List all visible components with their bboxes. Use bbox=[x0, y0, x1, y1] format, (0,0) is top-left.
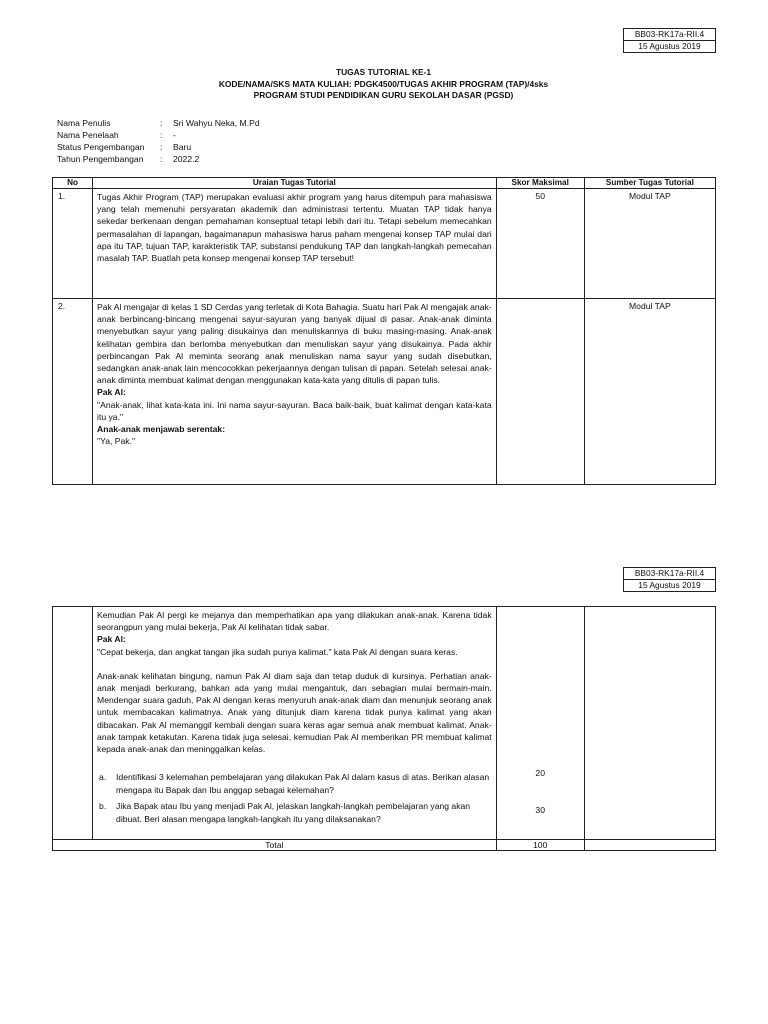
row-number: 2. bbox=[53, 299, 93, 485]
question-letter: b. bbox=[99, 801, 107, 812]
header-no: No bbox=[53, 178, 93, 189]
question-text: Jika Bapak atau Ibu yang menjadi Pak Al, jelaskan langkah-langkah pembelajaran yang akan dibuat. Beri alasan mengapa langkah-langkah itu yang dilaksanakan? bbox=[116, 801, 471, 824]
meta-value: - bbox=[173, 130, 176, 140]
header-max-score: Skor Maksimal bbox=[496, 178, 584, 189]
document-header bbox=[52, 67, 715, 102]
meta-colon: : bbox=[160, 118, 163, 128]
task-text: Tugas Akhir Program (TAP) merupakan evaluasi akhir program yang harus ditempuh para mahasiswa yang telah memenuhi persyaratan akademik dan administrasi tertentu. Muatan TAP tidak hanya sekedar berkenaan dengan pemahaman konseptual tetapi lebih dari itu. Tetapi sebelum memecahkan permasalahan di lapangan, bagaimanapun mahasiswa harus paham mengenai konsep TAP mulai dari apa itu TAP, tujuan TAP, karakteristik TAP, substansi pendukung TAP dan langkah-langkah pemecahan masalah TAP. Buatlah peta konsep mengenai konsep TAP tersebut! bbox=[97, 192, 492, 264]
meta-colon: : bbox=[160, 154, 163, 164]
document-date: 15 Agustus 2019 bbox=[624, 41, 716, 53]
speaker-label: Anak-anak menjawab serentak: bbox=[97, 424, 226, 435]
case-paragraph: Kemudian Pak Al pergi ke mejanya dan memperhatikan apa yang dilakukan anak-anak. Karena tidak seorangpun yang mulai bekerja, Pak Al kelihatan tidak sabar. bbox=[97, 610, 492, 633]
meta-colon: : bbox=[160, 130, 163, 140]
question-letter: a. bbox=[99, 772, 107, 783]
meta-value: Sri Wahyu Neka, M.Pd bbox=[173, 118, 260, 128]
meta-row-reviewer bbox=[57, 129, 260, 141]
table-row bbox=[53, 189, 716, 299]
meta-value: Baru bbox=[173, 142, 192, 152]
task-source: Modul TAP bbox=[584, 299, 715, 485]
task-score: 50 bbox=[496, 189, 584, 299]
task-table-page2 bbox=[52, 606, 716, 851]
meta-label: Nama Penulis bbox=[57, 118, 111, 128]
header-course: KODE/NAMA/SKS MATA KULIAH: PDGK4500/TUGAS AKHIR PROGRAM (TAP)/4sks bbox=[218, 78, 549, 89]
meta-label: Tahun Pengembangan bbox=[57, 154, 144, 164]
task-source: Modul TAP bbox=[584, 189, 715, 299]
meta-colon: : bbox=[160, 142, 163, 152]
students-quote: "Ya, Pak." bbox=[97, 436, 135, 447]
document-date: 15 Agustus 2019 bbox=[624, 580, 716, 592]
case-paragraph: Pak Al mengajar di kelas 1 SD Cerdas yang terletak di Kota Bahagia. Suatu hari Pak Al mengajak anak-anak berbincang-bincang mengenai sayur-sayuran yang banyak dijual di pasar. Anak-anak diminta menyebutkan sayur yang paling disukainya dan menuliskannya di buku masing-masing. Anak-anak kelihatan gembira dan berlomba menyebutkan dan menuliskan sayur yang disukainya. Pada akhir perbincangan Pak Al meminta seorang anak menuliskan nama sayur yang sudah disebutkan, sedangkan anak-anak lain mencocokkan pekerjaannya dengan tulisan di papan. Setelah selesai anak-anak diminta membuat kalimat dengan menggunakan kata-kata yang ditulis di papan tulis. bbox=[97, 302, 492, 386]
task-description bbox=[93, 299, 497, 485]
meta-value: 2022.2 bbox=[173, 154, 200, 164]
header-title: TUGAS TUTORIAL KE-1 bbox=[335, 67, 432, 77]
table-header-row bbox=[53, 178, 716, 189]
question-text: Identifikasi 3 kelemahan pembelajaran yang dilakukan Pak Al dalam kasus di atas. Berikan alasan mengapa itu Bapak dan Ibu anggap sebagai kelemahan? bbox=[116, 772, 490, 795]
author-info bbox=[57, 117, 260, 165]
document-code: BB03-RK17a-RII.4 bbox=[624, 568, 716, 580]
task-table-page1 bbox=[52, 177, 716, 485]
task-score bbox=[496, 607, 584, 840]
case-paragraph: Anak-anak kelihatan bingung, namun Pak Al diam saja dan tetap duduk di kursinya. Perhatian anak-anak menjadi berkurang, bahkan ada yang mulai mengantuk, dan sebagian mulai bermain-main. Mendengar suara gaduh, Pak Al dengan keras menyuruh anak-anak diam dan menunjuk seorang anak untuk membacakan kalimatnya. Anak yang ditunjuk diam karena tidak punya kalimat yang akan dibacakan. Pak Al memanggil kembali dengan suara keras agar semua anak membuat kalimat. Anak-anak tampak ketakutan. Karena tidak juga selesai, kemudian Pak Al memberikan PR membuat kalimat kepada anak-anak dan meninggalkan kelas. bbox=[97, 670, 492, 755]
document-code: BB03-RK17a-RII.4 bbox=[624, 29, 716, 41]
document-code-box bbox=[623, 567, 716, 592]
total-source bbox=[584, 840, 715, 851]
speaker-label: Pak Al: bbox=[97, 387, 126, 398]
task-score bbox=[496, 299, 584, 485]
header-description: Uraian Tugas Tutorial bbox=[93, 178, 497, 189]
meta-row-author bbox=[57, 117, 260, 129]
question-a-score: 20 bbox=[535, 768, 545, 778]
teacher-quote: "Anak-anak, lihat kata-kata ini. Ini nama sayur-sayuran. Baca baik-baik, buat kalimat dengan kata-kata itu ya." bbox=[97, 399, 492, 422]
task-source bbox=[584, 607, 715, 840]
total-row bbox=[53, 840, 716, 851]
meta-label: Status Pengembangan bbox=[57, 142, 145, 152]
teacher-quote: "Cepat bekerja, dan angkat tangan jika sudah punya kalimat." kata Pak Al dengan suara keras. bbox=[97, 646, 458, 657]
header-source: Sumber Tugas Tutorial bbox=[584, 178, 715, 189]
meta-label: Nama Penelaah bbox=[57, 130, 119, 140]
row-number: 1. bbox=[53, 189, 93, 299]
question-b-score: 30 bbox=[535, 805, 545, 815]
document-code-box bbox=[623, 28, 716, 53]
table-row bbox=[53, 299, 716, 485]
header-program: PROGRAM STUDI PENDIDIKAN GURU SEKOLAH DASAR (PGSD) bbox=[253, 90, 514, 100]
total-value: 100 bbox=[496, 840, 584, 851]
question-a bbox=[97, 771, 492, 796]
speaker-label: Pak Al: bbox=[97, 634, 126, 645]
task-description bbox=[93, 189, 497, 299]
meta-row-status bbox=[57, 141, 260, 153]
table-row bbox=[53, 607, 716, 840]
row-number bbox=[53, 607, 93, 840]
task-description bbox=[93, 607, 497, 840]
meta-row-year bbox=[57, 153, 260, 165]
question-b bbox=[97, 800, 492, 825]
total-label: Total bbox=[53, 840, 497, 851]
